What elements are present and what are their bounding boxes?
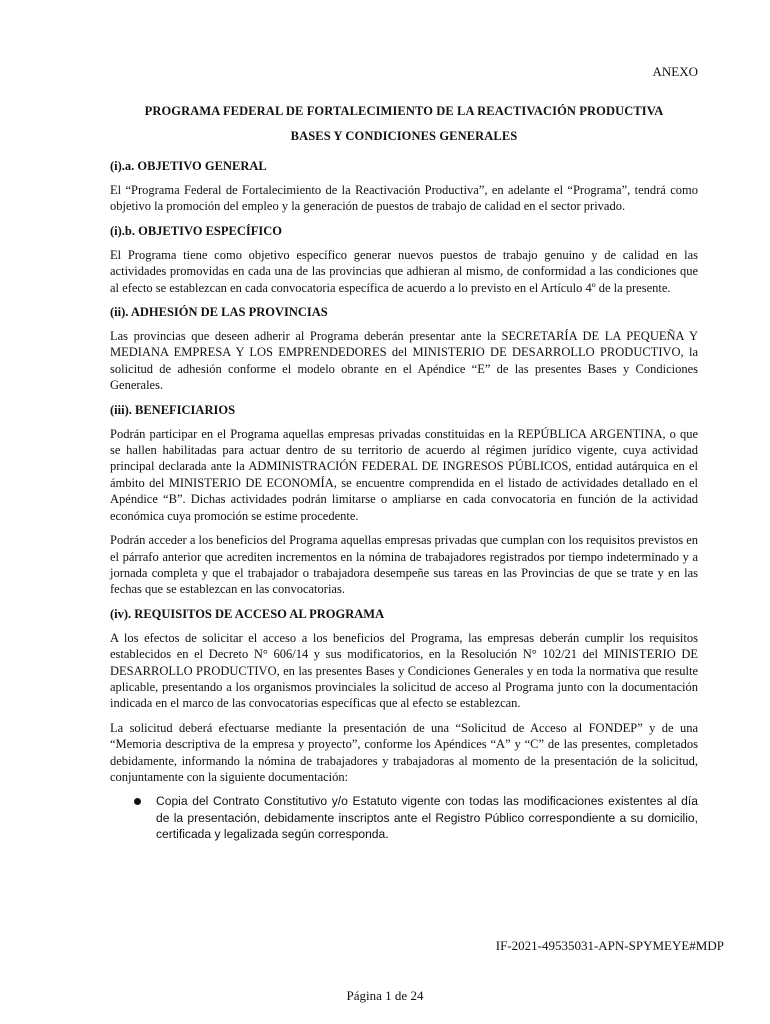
- page-number: Página 1 de 24: [346, 988, 424, 1003]
- paragraph: A los efectos de solicitar el acceso a los beneficios del Programa, las empresas deberán cumplir los requisitos establecidos en el Decreto N° 606/14 y sus modificatorios, en la Resolución N° 102/21 del MINISTERIO DE DESARROLLO PRODUCTIVO, en las presentes Bases y Condiciones Generales y en toda la normativa que resulte aplicable, presentando a los organismos provinciales la solicitud de acceso al Programa junto con la documentación indicada en el marco de las convocatorias específicas que al efecto se establezcan.: [110, 630, 698, 711]
- section-heading-objetivo-especifico: (i).b. OBJETIVO ESPECÍFICO: [110, 223, 283, 238]
- paragraph: La solicitud deberá efectuarse mediante la presentación de una “Solicitud de Acceso al FONDEP” y de una “Memoria descriptiva de la empresa y proyecto”, conforme los Apéndices “A” y “C” de las presentes, completados debidamente, informando la nómina de trabajadores y trabajadoras al momento de la presentación de la solicitud, conjuntamente con la siguiente documentación:: [110, 720, 698, 784]
- list-item-text: Copia del Contrato Constitutivo y/o Estatuto vigente con todas las modificaciones existentes al día de la presentación, debidamente inscriptos ante el Registro Público correspondiente a su domicilio, certificada y legalizada según corresponda.: [156, 794, 698, 841]
- document-subtitle: BASES Y CONDICIONES GENERALES: [290, 129, 518, 143]
- document-body: [110, 158, 698, 842]
- section-heading-adhesion: (ii). ADHESIÓN DE LAS PROVINCIAS: [110, 305, 328, 320]
- list-item: [110, 793, 698, 842]
- paragraph: El “Programa Federal de Fortalecimiento de la Reactivación Productiva”, en adelante el “Programa”, tendrá como objetivo la promoción del empleo y la generación de puestos de trabajo de calidad en el sector privado.: [110, 183, 698, 214]
- annex-label: ANEXO: [652, 64, 698, 79]
- section-heading-objetivo-general: (i).a. OBJETIVO GENERAL: [110, 159, 267, 173]
- paragraph: Podrán participar en el Programa aquellas empresas privadas constituidas en la REPÚBLICA ARGENTINA, o que se hallen habilitadas para actuar dentro de su territorio de acuerdo al régimen jurídico vigente, cuya actividad principal declarada ante la ADMINISTRACIÓN FEDERAL DE INGRESOS PÚBLICOS, entidad autárquica en el ámbito del MINISTERIO DE ECONOMÍA, se encuentre comprendida en el listado de actividades detallado en el Apéndice “B”. Dichas actividades podrán limitarse o ampliarse en cada convocatoria en función de la actividad económica cuya promoción se estime procedente.: [110, 426, 698, 523]
- section-heading-requisitos: (iv). REQUISITOS DE ACCESO AL PROGRAMA: [110, 606, 385, 621]
- paragraph: Podrán acceder a los beneficios del Programa aquellas empresas privadas que cumplan con los requisitos previstos en el párrafo anterior que acrediten incrementos en la nómina de trabajadores registrados por tiempo indeterminado y a jornada completa y que el trabajador o trabajadora desempeñe sus tareas en las Provincias de que se trate y en las fechas que se establezcan en las convocatorias.: [110, 533, 699, 597]
- bullet-icon: [134, 798, 141, 805]
- document-title: PROGRAMA FEDERAL DE FORTALECIMIENTO DE LA REACTIVACIÓN PRODUCTIVA: [144, 104, 664, 118]
- paragraph: El Programa tiene como objetivo específico generar nuevos puestos de trabajo genuino y de calidad en las actividades promovidas en cada una de las provincias que adhieran al mismo, de conformidad a las condiciones que al efecto se establezcan en cada convocatoria específica de acuerdo a lo previsto en el Artículo 4º de la presente.: [110, 247, 698, 295]
- requirements-list: [110, 793, 698, 842]
- paragraph: Las provincias que deseen adherir al Programa deberán presentar ante la SECRETARÍA DE LA PEQUEÑA Y MEDIANA EMPRESA Y LOS EMPRENDEDORES del MINISTERIO DE DESARROLLO PRODUCTIVO, la solicitud de adhesión conforme el modelo obrante en el Apéndice “E” de las presentes Bases y Condiciones Generales.: [110, 329, 698, 393]
- section-heading-beneficiarios: (iii). BENEFICIARIOS: [110, 402, 236, 417]
- document-id: IF-2021-49535031-APN-SPYMEYE#MDP: [495, 938, 724, 953]
